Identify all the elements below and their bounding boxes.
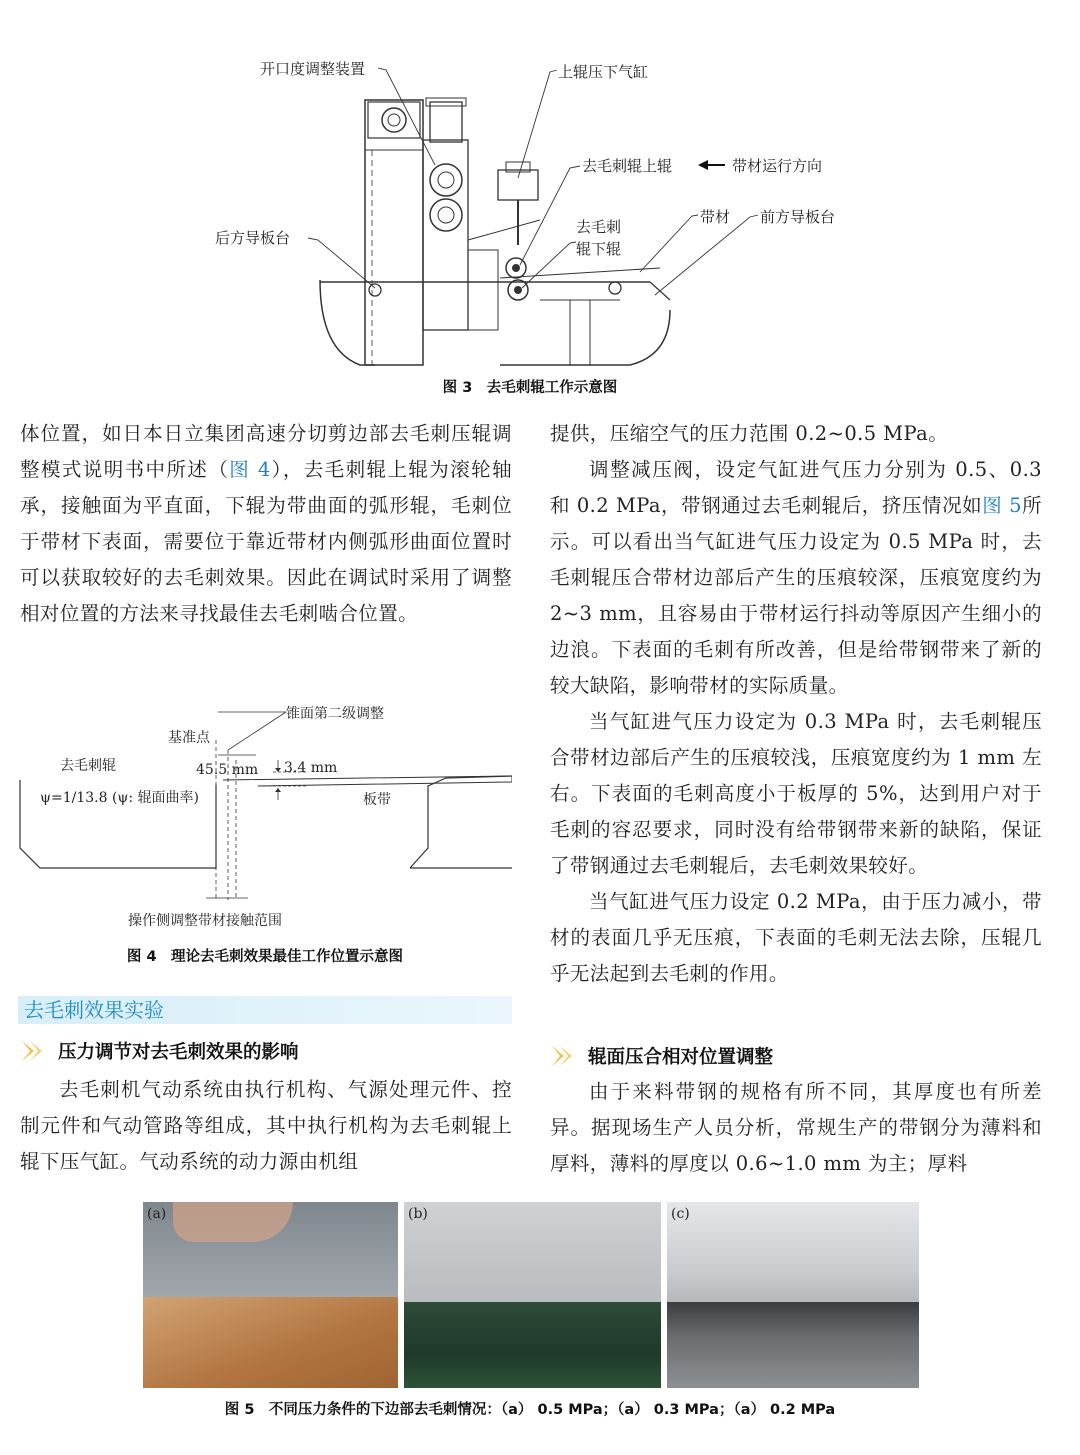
- photo-c: [667, 1202, 919, 1388]
- figure-5-link[interactable]: 图 5: [982, 494, 1022, 517]
- figure-3-caption: 图 3 去毛刺辊工作示意图: [442, 380, 618, 396]
- subheading-pressure: 压力调节对去毛刺效果的影响: [22, 1038, 299, 1064]
- right-column: [550, 416, 1042, 992]
- figure-4-caption: 图 4 理论去毛刺效果最佳工作位置示意图: [126, 949, 404, 965]
- label-lower-roller-2: 辊下辊: [576, 240, 622, 258]
- label-contact-range: 操作侧调整带材接触范围: [128, 913, 282, 929]
- label-upper-cylinder: 上辊压下气缸: [558, 63, 649, 81]
- photo-a: [143, 1202, 398, 1388]
- label-strip: 带材: [700, 208, 731, 226]
- label-dim-45: 45.5 mm: [196, 762, 259, 778]
- left-paragraph-1: 体位置，如日本日立集团高速分切剪边部去毛刺压辊调整模式说明书中所述（图 4），去毛刺辊上辊为滚轮轴承，接触面为平直面，下辊为带曲面的弧形辊，毛刺位于带材下表面，需要位于靠近带材内侧弧形曲面位置时可以获取较好的去毛刺效果。因此在调试时采用了调整相对位置的方法来寻找最佳去毛刺啮合位置。: [20, 422, 512, 625]
- label-opening-adjuster: 开口度调整装置: [260, 60, 366, 78]
- chevron-icon: [22, 1041, 44, 1061]
- figure-5-photos: [143, 1202, 919, 1388]
- label-dim-34: 3.4 mm: [284, 760, 338, 776]
- label-datum: 基准点: [168, 730, 210, 746]
- subheading-roller-position: 辊面压合相对位置调整: [552, 1043, 773, 1069]
- label-front-table: 前方导板台: [760, 208, 836, 226]
- label-rear-table: 后方导板台: [215, 229, 291, 247]
- label-lower-roller-1: 去毛刺: [576, 218, 622, 236]
- figure-4-link[interactable]: 图 4: [229, 458, 271, 481]
- right-paragraph-4: 当气缸进气压力设定 0.2 MPa，由于压力减小，带材的表面几乎无压痕，下表面的毛刺无法去除，压辊几乎无法起到去毛刺的作用。: [550, 890, 1042, 985]
- label-direction: 带材运行方向: [732, 157, 823, 175]
- left-paragraph-2: 去毛刺机气动系统由执行机构、气源处理元件、控制元件和气动管路等组成，其中执行机构为去毛刺辊上辊下压气缸。气动系统的动力源由机组: [20, 1078, 512, 1173]
- figure-4-diagram: [18, 700, 512, 935]
- label-psi: ψ=1/13.8 (ψ: 辊面曲率): [40, 790, 200, 806]
- label-cone-adjust: 锥面第二级调整: [286, 706, 384, 722]
- right-paragraph-5: 由于来料带钢的规格有所不同，其厚度也有所差异。据现场生产人员分析，常规生产的带钢分为薄料和厚料，薄料的厚度以 0.6~1.0 mm 为主；厚料: [550, 1080, 1042, 1175]
- right-paragraph-3: 当气缸进气压力设定为 0.3 MPa 时，去毛刺辊压合带材边部后产生的压痕较浅，压痕宽度约为 1 mm 左右。下表面的毛刺高度小于板厚的 5%，达到用户对于毛刺的容忍要求，同时没有给带钢带来新的缺陷，保证了带钢通过去毛刺辊后，去毛刺效果较好。: [550, 710, 1042, 877]
- label-upper-roller: 去毛刺辊上辊: [582, 157, 673, 175]
- panel-label-b: (b): [408, 1206, 428, 1222]
- panel-label-a: (a): [147, 1206, 167, 1222]
- photo-b: [404, 1202, 661, 1388]
- figure-5-caption: 图 5 不同压力条件的下边部去毛刺情况：（a） 0.5 MPa；（a） 0.3 MPa；（a） 0.2 MPa: [224, 1402, 836, 1418]
- right-paragraph-1: 提供，压缩空气的压力范围 0.2~0.5 MPa。: [550, 422, 949, 445]
- panel-label-c: (c): [671, 1206, 690, 1222]
- right-paragraph-2: 调整减压阀，设定气缸进气压力分别为 0.5、0.3 和 0.2 MPa，带钢通过去毛刺辊后，挤压情况如图 5所示。可以看出当气缸进气压力设定为 0.5 MPa 时，去毛刺辊压合带材边部后产生的压痕较深，压痕宽度约为 2~3 mm，且容易由于带材运行抖动等原因产生细小的边浪。下表面的毛刺有所改善，但是给带钢带来了新的较大缺陷，影响带材的实际质量。: [550, 458, 1042, 697]
- chevron-icon: [552, 1046, 574, 1066]
- section-title: 去毛刺效果实验: [18, 996, 512, 1024]
- label-roller: 去毛刺辊: [60, 758, 116, 774]
- figure-3-diagram: [200, 50, 880, 370]
- label-strip-plate: 板带: [363, 792, 391, 808]
